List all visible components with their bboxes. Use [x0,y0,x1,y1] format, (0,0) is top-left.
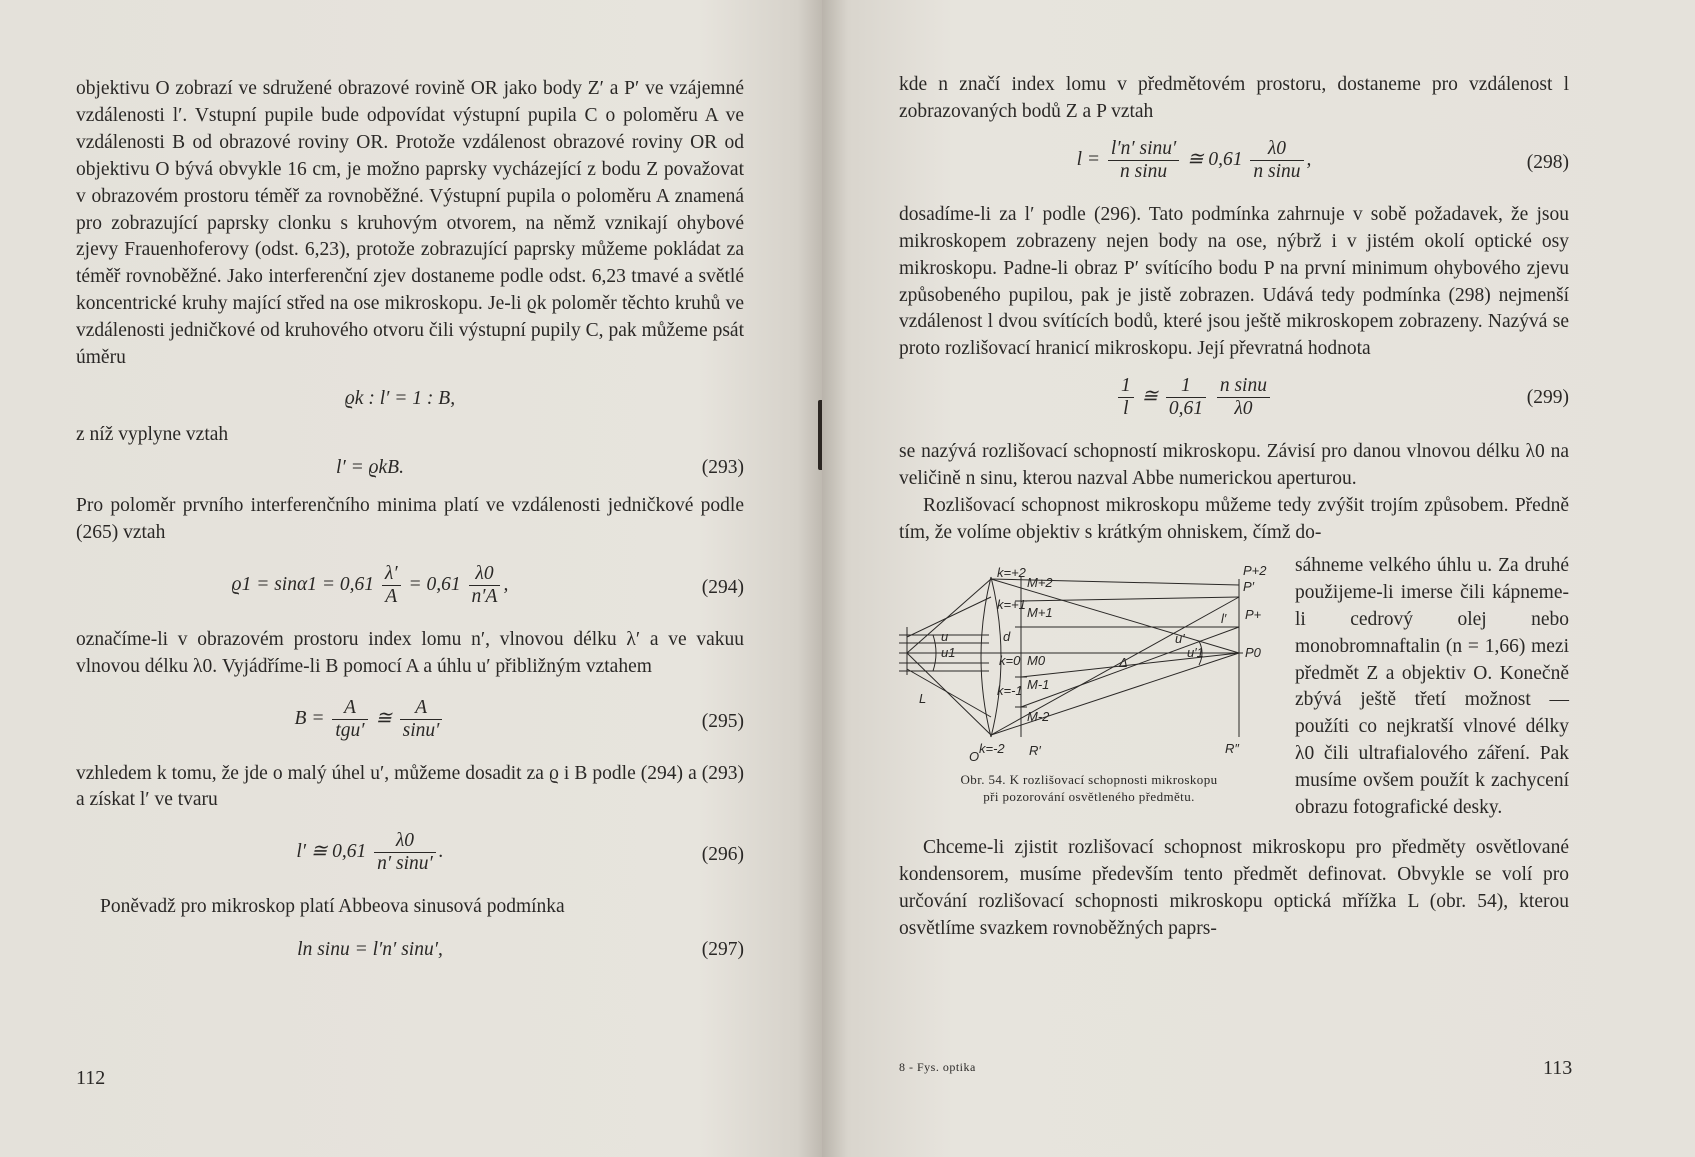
label-d: d [1003,628,1011,644]
paragraph: sáhneme velkého úhlu u. Za druhé použijeme-li imerse čili kápneme-li cedrový olej nebo monobromnaftalin (n = 1,66) mezi předmět Z a objektiv O. Konečně zbývá ještě třetí možnost — použíti co nejkratší vlnové délky λ0 čili ultrafialového záření. Pak musíme ovšem použít k zachycení obrazu fotografické desky. [1295,554,1569,819]
fraction [1250,138,1303,183]
label-u-prime: u′ [1175,630,1185,646]
denominator: n′ sinu′ [377,853,433,875]
numerator: n sinu [1217,375,1270,398]
equation-293 [76,453,744,485]
fraction [1108,138,1179,183]
numerator: A [400,697,443,720]
paragraph: Rozlišovací schopnost mikroskopu můžeme tedy zvýšit trojím způsobem. Předně tím, že volíme objektiv s krátkým ohniskem, čímž do- [899,495,1569,543]
fraction [1217,375,1270,420]
equation-body: ln sinu = l′n′ sinu′, [297,939,443,961]
numerator: l′n′ sinu′ [1108,138,1179,161]
paragraph: Poněvadž pro mikroskop platí Abbeova sinusová podmínka [100,896,565,918]
label-objective-O: O [969,748,980,764]
label-grating-L: L [919,690,927,706]
equation-number: (294) [701,576,744,598]
paragraph: vzhledem k tomu, že jde o malý úhel u′, můžeme dosadit za ϱ i B podle (294) a (293) a získat l′ ve tvaru [76,762,744,811]
label-order-0: k=0 [999,652,1021,668]
fraction [374,830,436,875]
eq-part: , [1306,148,1312,170]
label-order-plus1: k=+1 [997,596,1026,612]
denominator: A [385,585,398,607]
label-m-plus2: M+2 [1027,574,1053,590]
eq-part: . [438,841,444,863]
label-delta: Δ [1119,654,1128,670]
paragraph: Pro poloměr prvního interferenčního minima platí ve vzdálenosti jedničkové podle (265) vztah [76,494,744,543]
fraction [1166,375,1206,420]
label-m-plus1: M+1 [1027,604,1053,620]
eq-part: ≅ [375,707,392,729]
paragraph: označíme-li v obrazovém prostoru index lomu n′, vlnovou délku λ′ a ve vakuu vlnovou délku λ0. Vyjádříme-li B pomocí A a úhlu u′ přibližným vztahem [76,628,744,677]
page-number-left: 112 [76,1067,106,1089]
equation-body [899,138,1489,183]
numerator: 1 [1166,375,1206,398]
paragraph: objektivu O zobrazí ve sdružené obrazové rovině OR jako body Z′ a P′ ve vzájemné vzdálenosti l′. Vstupní pupile bude odpovídat výstupní pupila C o poloměru A ve vzdálenosti B od obrazové roviny OR. Protože vzdálenost obrazové roviny OR od objektivu O bývá obvykle 16 cm, je možno paprsky vycházející z bodu Z považovat v obrazovém prostoru téměř za rovnoběžné. Výstupní pupila o poloměru A znamená pro zobrazující paprsky clonku s kruhovým otvorem, na němž vznikají ohybové zjevy Frauenhoferovy (odst. 6,23), protože zobrazující paprsky můžeme pokládat za téměř rovnoběžné. Jako interferenční zjev dostaneme podle odst. 6,23 tmavé a světlé koncentrické kruhy mající střed na ose mikroskopu. Je-li ϱk poloměr těchto kruhů ve vzdálenosti jedničkové od kruhového otvoru čili výstupní pupily C, pak můžeme psát úměru [76,78,744,369]
numerator: 1 [1118,375,1134,398]
denominator: sinu′ [402,719,440,741]
denominator: λ0 [1234,398,1253,420]
fraction [1118,375,1134,420]
numerator: λ0 [374,830,436,853]
denominator: n sinu [1253,160,1301,182]
equation-299 [899,371,1569,431]
denominator: l [1123,398,1129,420]
eq-part: ≅ 0,61 [1187,148,1243,170]
figure-54-diagram [899,557,1279,767]
label-p-0: P0 [1245,644,1261,660]
label-u: u [941,628,949,644]
numerator: λ′ [382,563,401,586]
equation-number: (295) [701,710,744,732]
equation-number: (293) [701,456,744,478]
left-text-column [76,76,744,979]
figure-side-text [1295,553,1569,822]
page-number-right: 113 [1543,1057,1573,1079]
fraction [400,697,443,742]
label-order-minus1: k=-1 [997,682,1023,698]
denominator: 0,61 [1168,398,1203,420]
equation-number: (299) [1526,387,1569,409]
equation-body [899,375,1489,420]
equation-body: ϱk : l′ = 1 : B, [344,387,456,409]
paragraph: se nazývá rozlišovací schopností mikroskopu. Závisí pro danou vlnovou délku λ0 na veličině n sinu, kterou nazval Abbe numerickou aperturou. [899,441,1569,490]
label-r-double-prime: R″ [1225,740,1239,756]
label-u1-prime: u′1 [1187,644,1204,660]
numerator: λ0 [469,563,501,586]
equation-number: (296) [701,844,744,866]
paragraph: z níž vyplyne vztah [76,423,229,445]
signature-mark: 8 - Fys. optika [899,1060,976,1074]
eq-part: ≅ [1141,386,1158,408]
paragraph: Chceme-li zjistit rozlišovací schopnost mikroskopu pro předměty osvětlované kondensorem, musíme především tento předmět definovat. Obvykle se volí pro určování rozlišovací schopnosti mikroskopu optická mřížka L (obr. 54), kterou osvětlíme svazkem rovnoběžných paprs- [899,836,1569,939]
eq-part: l = [1076,148,1101,170]
caption-line: Obr. 54. K rozlišovací schopnosti mikroskopu [960,771,1218,787]
label-m-minus1: M-1 [1027,676,1050,692]
equation-body [76,697,664,742]
label-m-minus2: M-2 [1027,708,1050,724]
numerator: A [332,697,367,720]
label-p-plus2: P+2 [1243,562,1267,578]
caption-line: při pozorování osvětleného předmětu. [983,788,1195,804]
eq-part: B = [294,707,325,729]
label-order-minus2: k=-2 [979,740,1005,756]
fraction [469,563,501,608]
equation-295 [76,689,744,753]
figure-block [899,553,1569,829]
denominator: n sinu [1120,160,1168,182]
eq-part: , [503,573,509,595]
label-p-plus: P+ [1245,606,1262,622]
right-text-column [899,72,1569,943]
figure-caption [899,771,1279,805]
equation-body: l′ = ϱkB. [336,456,404,478]
equation-body [76,830,664,875]
equation-294 [76,555,744,619]
label-m-0: M0 [1027,652,1046,668]
label-l-prime: l′ [1221,610,1227,626]
eq-part: l′ ≅ 0,61 [296,841,367,863]
eq-part: = 0,61 [408,573,461,595]
denominator: n′A [471,585,498,607]
numerator: λ0 [1250,138,1303,161]
paragraph: kde n značí index lomu v předmětovém prostoru, dostaneme pro vzdálenost l zobrazovaných bodů Z a P vztah [899,74,1569,122]
equation-number: (298) [1526,151,1569,173]
fraction [382,563,401,608]
label-u1: u1 [941,644,956,660]
equation-number: (297) [701,939,744,961]
equation-296 [76,822,744,886]
left-page [0,0,822,1157]
paragraph: dosadíme-li za l′ podle (296). Tato podmínka zahrnuje v sobě požadavek, že jsou mikroskopem zobrazeny nejen body na ose, nýbrž i v jistém okolí optické osy mikroskopu. Padne-li obraz P′ svítícího bodu P na první minimum ohybového zjevu způsobeného pupilou, pak je jistě zobrazen. Udává tedy podmínka (298) nejmenší vzdálenost l dvou svítících bodů, které jsou ještě mikroskopem zobrazeny. Nazývá se proto rozlišovací hranicí mikroskopu. Její převratná hodnota [899,203,1569,360]
equation-body [76,563,664,608]
fraction [332,697,367,742]
equation-298 [899,134,1569,194]
label-p-prime: P′ [1243,578,1255,594]
eq-part: ϱ1 = sinα1 = 0,61 [231,573,374,595]
label-r-prime: R′ [1029,742,1041,758]
label-order-plus2: k=+2 [997,564,1026,580]
denominator: tgu′ [335,719,365,741]
equation-297 [76,931,744,971]
equation-ratio [76,380,744,414]
